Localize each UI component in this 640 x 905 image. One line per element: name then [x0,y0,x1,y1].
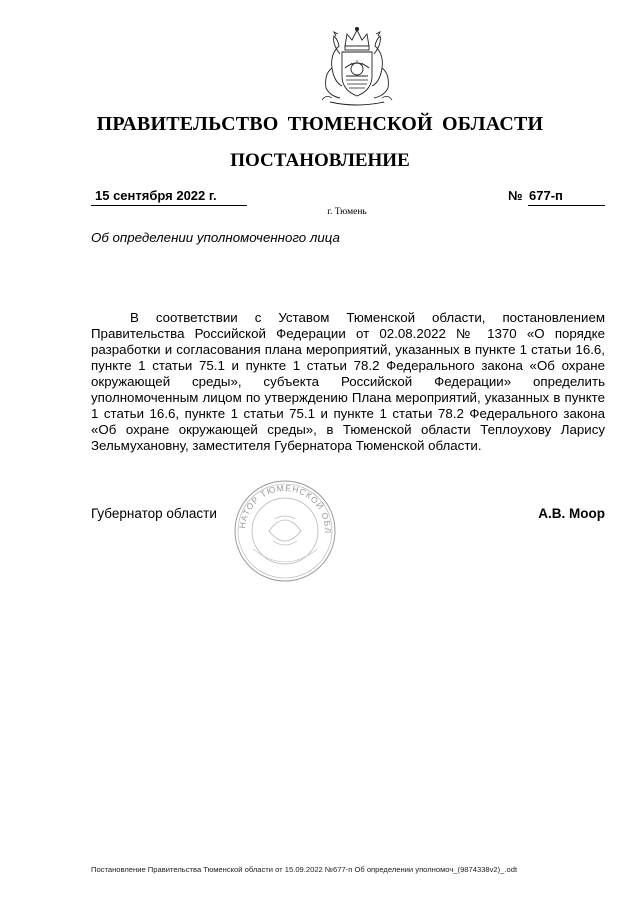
signatory-role: Губернатор области [91,506,217,521]
document-type: ПОСТАНОВЛЕНИЕ [230,150,410,171]
document-number-field [528,188,605,206]
official-seal-icon [233,479,337,583]
document-date-value: 15 сентября 2022 г. [95,188,217,203]
number-sign: № [508,188,523,203]
document-number [508,188,605,205]
seal-text: НАТОР ТЮМЕНСКОЙ ОБЛ [236,482,334,535]
document-number-value: 677-п [529,188,563,203]
government-title: ПРАВИТЕЛЬСТВО ТЮМЕНСКОЙ ОБЛАСТИ [96,113,544,135]
city: г. Тюмень [327,207,367,217]
document-footer: Постановление Правительства Тюменской области от 15.09.2022 №677-п Об определении уполномоч_(9874338v2)_.odt [91,865,518,874]
document-subject: Об определении уполномоченного лица [91,230,340,245]
signatory-name: А.В. Моор [538,506,605,521]
svg-text:ГУБЕРНАТОР ТЮМЕНСКОЙ ОБЛАСТИ [233,479,333,534]
document-date [91,188,247,206]
coat-of-arms-icon [312,24,402,108]
document-body: В соответствии с Уставом Тюменской области, постановлением Правительства Российской Федерации от 02.08.2022 № 1370 «О порядке разработки и согласования плана мероприятий, указанных в пункте 1 статьи 16.6, пункте 1 статьи 75.1 и пункте 1 статьи 78.2 Федерального закона «Об охране окружающей среды», субъекта Российской Федерации» определить уполномоченным лицом по утверждению Плана мероприятий, указанных в пункте 1 статьи 16.6, пункте 1 статьи 75.1 и пункте 1 статьи 78.2 Федерального закона «Об охране окружающей среды», в Тюменской области Теплоухову Ларису Зельмухановну, заместителя Губернатора Тюменской области. [91,310,605,453]
